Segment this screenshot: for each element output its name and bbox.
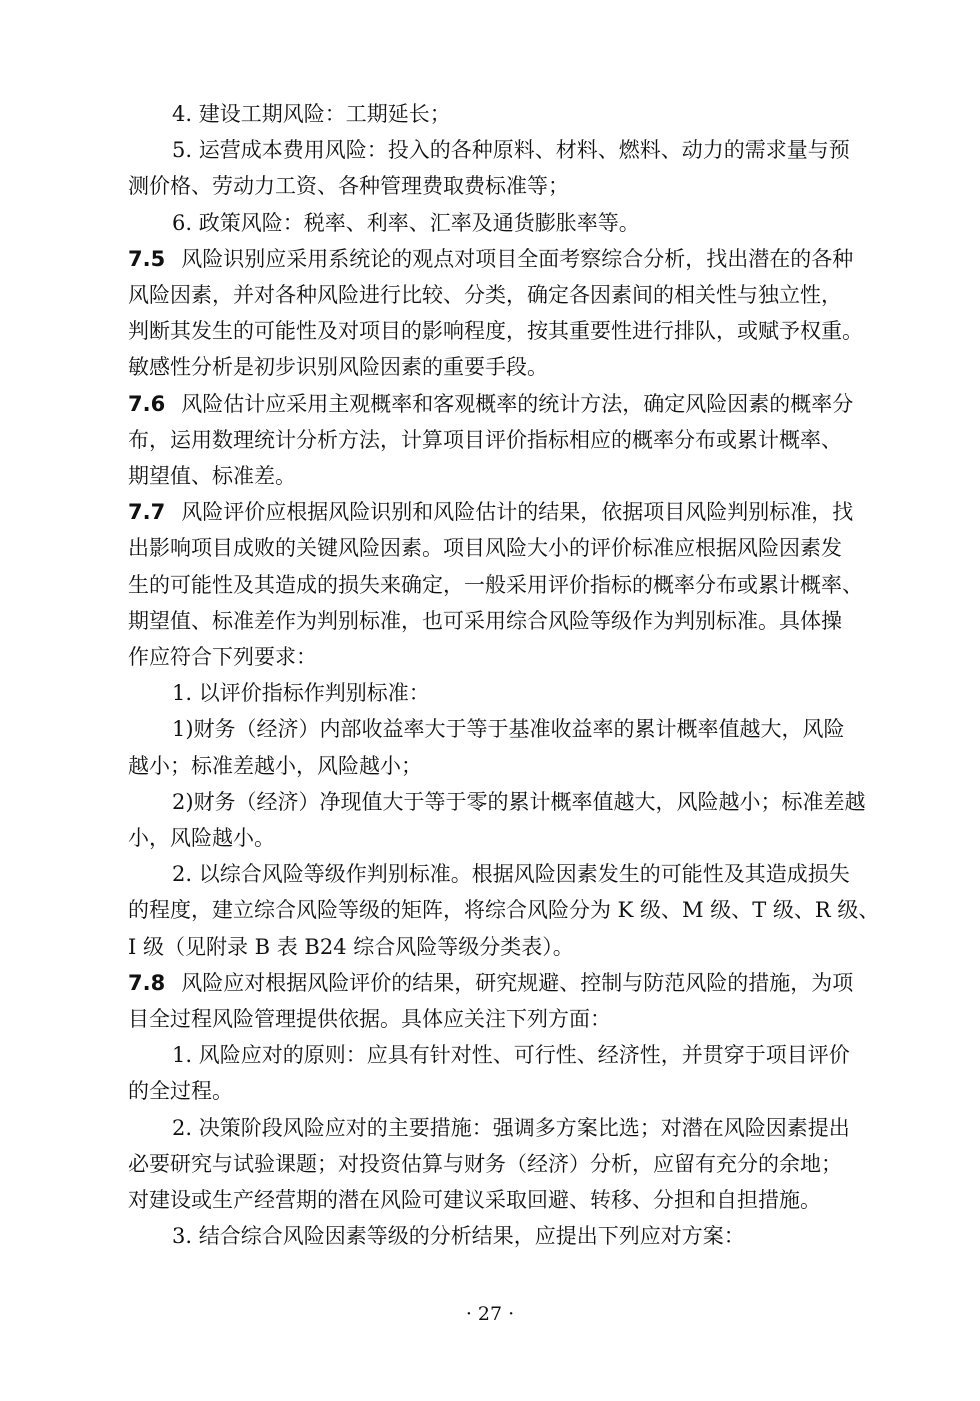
line-text: 2)财务（经济）净现值大于等于零的累计概率值越大，风险越小；标准差越	[172, 789, 866, 814]
line-text: 必要研究与试验课题；对投资估算与财务（经济）分析，应留有充分的余地；	[128, 1151, 842, 1176]
text-line	[172, 711, 845, 747]
line-text: 的全过程。	[128, 1079, 233, 1104]
text-line	[128, 241, 853, 277]
line-text: 4. 建设工期风险：工期延长；	[172, 102, 451, 126]
line-text: 风险识别应采用系统论的观点对项目全面考察综合分析，找出潜在的各种	[181, 246, 854, 271]
line-text: 6. 政策风险：税率、利率、汇率及通货膨胀率等。	[172, 210, 640, 235]
text-line	[172, 1037, 850, 1073]
text-line	[128, 1001, 611, 1037]
section-number: 7.7	[128, 500, 166, 525]
text-line	[172, 205, 640, 241]
text-line	[128, 603, 842, 639]
text-line	[128, 965, 853, 1001]
section-number: 7.5	[128, 246, 166, 271]
text-line	[128, 567, 863, 603]
text-line	[128, 1146, 842, 1182]
text-line	[172, 784, 866, 820]
line-text: I 级（见附录 B 表 B24 综合风险等级分类表）。	[128, 934, 574, 959]
text-line	[128, 892, 879, 928]
line-text: 期望值、标准差。	[128, 464, 296, 488]
line-text: 3. 结合综合风险因素等级的分析结果，应提出下列应对方案：	[172, 1224, 745, 1249]
line-text: 测价格、劳动力工资、各种管理费取费标准等；	[128, 174, 569, 199]
line-text: 越小；标准差越小，风险越小；	[128, 753, 422, 778]
line-text: 作应符合下列要求：	[128, 645, 317, 669]
section-number: 7.8	[128, 970, 166, 995]
line-text: 5. 运营成本费用风险：投入的各种原料、材料、燃料、动力的需求量与预	[172, 138, 850, 163]
line-text: 风险因素，并对各种风险进行比较、分类，确定各因素间的相关性与独立性，	[128, 283, 842, 307]
text-line	[128, 820, 275, 856]
line-text: 风险应对根据风险评价的结果，研究规避、控制与防范风险的措施，为项	[181, 970, 854, 995]
section-number: 7.6	[128, 391, 166, 416]
line-text: 1)财务（经济）内部收益率大于等于基准收益率的累计概率值越大，风险	[172, 717, 845, 742]
text-line	[128, 422, 842, 458]
text-line	[128, 349, 548, 385]
text-line	[128, 639, 317, 675]
line-text: 小，风险越小。	[128, 826, 275, 850]
text-line	[128, 1182, 821, 1218]
line-text: 2. 以综合风险等级作判别标准。根据风险因素发生的可能性及其造成损失	[172, 862, 850, 887]
line-text: 对建设或生产经营期的潜在风险可建议采取回避、转移、分担和自担措施。	[128, 1188, 821, 1212]
text-line	[128, 530, 842, 566]
text-line	[172, 675, 430, 711]
page-number: · 27 ·	[465, 1303, 515, 1325]
line-text: 判断其发生的可能性及对项目的影响程度，按其重要性进行排队，或赋予权重。	[128, 319, 863, 344]
text-line	[172, 856, 850, 892]
text-line	[172, 132, 850, 168]
line-text: 布，运用数理统计分析方法，计算项目评价指标相应的概率分布或累计概率、	[128, 427, 842, 452]
text-line	[128, 929, 574, 965]
line-text: 1. 以评价指标作判别标准：	[172, 681, 430, 706]
line-text: 生的可能性及其造成的损失来确定，一般采用评价指标的概率分布或累计概率、	[128, 572, 863, 597]
text-line	[172, 1218, 745, 1254]
line-text: 的程度，建立综合风险等级的矩阵，将综合风险分为 K 级、M 级、T 级、R 级、	[128, 898, 880, 923]
line-text: 出影响项目成败的关键风险因素。项目风险大小的评价标准应根据风险因素发	[128, 536, 842, 561]
text-line	[172, 96, 451, 132]
text-line	[128, 277, 842, 313]
line-text: 1. 风险应对的原则：应具有针对性、可行性、经济性，并贯穿于项目评价	[172, 1043, 850, 1068]
line-text: 2. 决策阶段风险应对的主要措施：强调多方案比选；对潜在风险因素提出	[172, 1115, 850, 1140]
text-line	[128, 1073, 233, 1109]
text-line	[128, 748, 422, 784]
text-line	[128, 168, 569, 204]
line-text: 风险评价应根据风险识别和风险估计的结果，依据项目风险判别标准，找	[181, 500, 854, 525]
text-line	[128, 494, 853, 530]
text-line	[128, 386, 853, 422]
line-text: 目全过程风险管理提供依据。具体应关注下列方面：	[128, 1007, 611, 1031]
line-text: 敏感性分析是初步识别风险因素的重要手段。	[128, 355, 548, 380]
text-line	[172, 1110, 850, 1146]
text-line	[128, 458, 296, 494]
line-text: 期望值、标准差作为判别标准，也可采用综合风险等级作为判别标准。具体操	[128, 608, 842, 633]
line-text: 风险估计应采用主观概率和客观概率的统计方法，确定风险因素的概率分	[181, 391, 854, 416]
text-line	[128, 313, 863, 349]
